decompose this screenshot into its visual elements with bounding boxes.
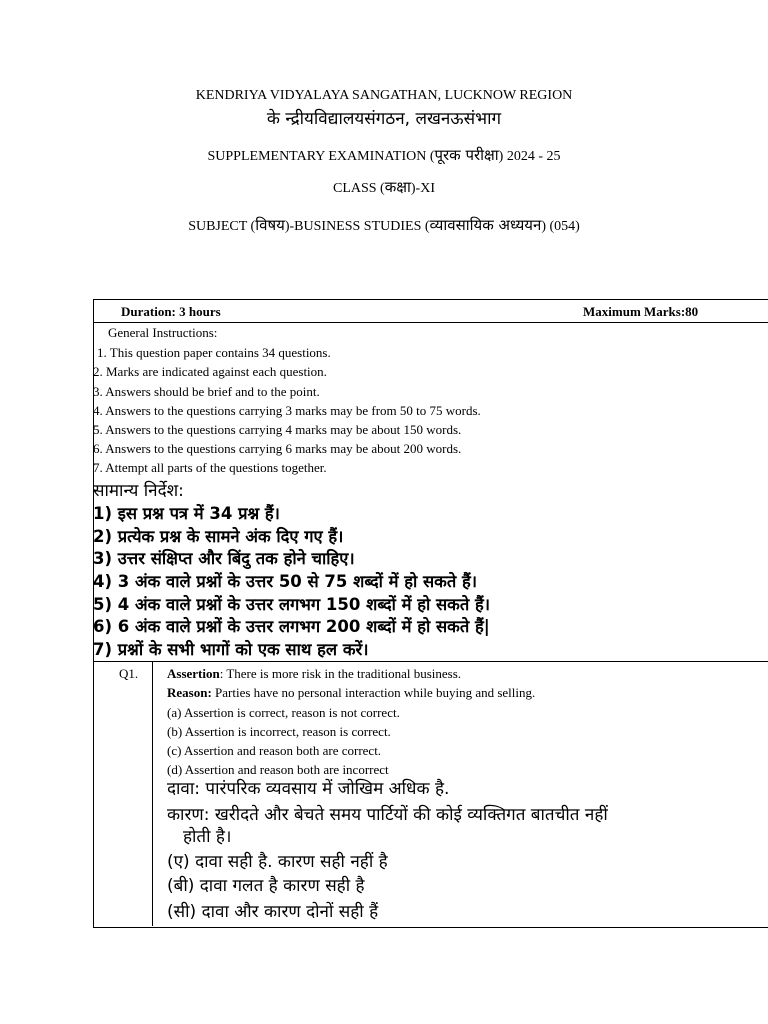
instruction-hi: 6) 6 अंक वाले प्रश्नों के उत्तर लगभग 200 शब्दों में हो सकते हैं| <box>93 617 490 636</box>
option-hi: (सी) दावा और कारण दोनों सही हैं <box>167 902 379 922</box>
table-column-divider <box>152 661 153 926</box>
option-en: (c) Assertion and reason both are correct. <box>167 743 382 758</box>
class-suffix: )-XI <box>410 181 435 196</box>
option-en: (a) Assertion is correct, reason is not correct. <box>167 705 400 720</box>
assertion-label: Assertion <box>167 666 220 681</box>
exam-title-en: SUPPLEMENTARY EXAMINATION ( <box>207 149 435 164</box>
exam-year: ) 2024 - 25 <box>498 149 561 164</box>
option-hi: (बी) दावा गलत है कारण सही है <box>167 876 365 896</box>
org-name-hi: के न्द्रीयविद्यालयसंगठन, लखनऊसंभाग <box>266 109 502 129</box>
option-en: (b) Assertion is incorrect, reason is correct. <box>167 724 391 739</box>
subject-hi-2: व्यावसायिक अध्ययन <box>429 216 542 234</box>
subject-line <box>0 215 768 235</box>
reason-label: Reason: <box>167 685 212 700</box>
hindi-instructions-title: सामान्य निर्देश: <box>93 481 184 501</box>
instruction-en: 4. Answers to the questions carrying 3 marks may be from 50 to 75 words. <box>93 403 481 418</box>
maximum-marks: Maximum Marks:80 <box>583 304 699 319</box>
instruction-en: 5. Answers to the questions carrying 4 marks may be about 150 words. <box>93 422 462 437</box>
instruction-en: 7. Attempt all parts of the questions together. <box>93 460 327 475</box>
question-number: Q1. <box>119 666 139 681</box>
reason-en <box>167 685 535 701</box>
class-en: CLASS ( <box>332 181 385 196</box>
instruction-en: 2. Marks are indicated against each question. <box>93 364 327 379</box>
subject-hi: विषय <box>255 216 285 234</box>
instruction-hi: 2) प्रत्येक प्रश्न के सामने अंक दिए गए हैं। <box>93 527 344 546</box>
assertion-text: : There is more risk in the traditional business. <box>219 666 462 681</box>
subject-en: SUBJECT ( <box>188 219 256 234</box>
instruction-hi: 3) उत्तर संक्षिप्त और बिंदु तक होने चाहिए। <box>93 549 355 568</box>
instruction-hi: 1) इस प्रश्न पत्र में 34 प्रश्न हैं। <box>93 504 280 523</box>
instruction-hi: 4) 3 अंक वाले प्रश्नों के उत्तर 50 से 75 शब्दों में हो सकते हैं। <box>93 572 478 591</box>
assertion-en <box>167 666 461 682</box>
assertion-hi: दावा: पारंपरिक व्यवसाय में जोखिम अधिक है. <box>167 779 450 799</box>
reason-text: Parties have no personal interaction while buying and selling. <box>211 685 536 700</box>
org-name-en: KENDRIYA VIDYALAYA SANGATHAN, LUCKNOW REGION <box>195 88 573 103</box>
reason-hi-continued: होती है। <box>183 827 232 847</box>
instruction-en: 6. Answers to the questions carrying 6 marks may be about 200 words. <box>93 441 462 456</box>
subject-mid: )-BUSINESS STUDIES ( <box>284 219 430 234</box>
instruction-hi: 7) प्रश्नों के सभी भागों को एक साथ हल करें। <box>93 640 369 659</box>
exam-title <box>0 145 768 165</box>
instruction-en: 1. This question paper contains 34 questions. <box>97 345 331 360</box>
table-divider-instructions <box>93 661 768 662</box>
instruction-en: 3. Answers should be brief and to the point. <box>93 384 320 399</box>
general-instructions-title: General Instructions: <box>108 325 218 340</box>
class-hi: कक्षा <box>384 178 411 196</box>
exam-title-hi: पूरक परीक्षा <box>434 146 499 164</box>
option-hi: (ए) दावा सही है. कारण सही नहीं है <box>167 852 388 872</box>
option-en: (d) Assertion and reason both are incorrect <box>167 762 389 777</box>
reason-hi: कारण: खरीदते और बेचते समय पार्टियों की कोई व्यक्तिगत बातचीत नहीं <box>167 805 608 825</box>
duration: Duration: 3 hours <box>121 304 221 319</box>
instruction-hi: 5) 4 अंक वाले प्रश्नों के उत्तर लगभग 150 शब्दों में हो सकते हैं। <box>93 595 490 614</box>
subject-code: ) (054) <box>541 219 580 234</box>
table-divider-header <box>93 322 768 323</box>
class-line <box>0 177 768 197</box>
